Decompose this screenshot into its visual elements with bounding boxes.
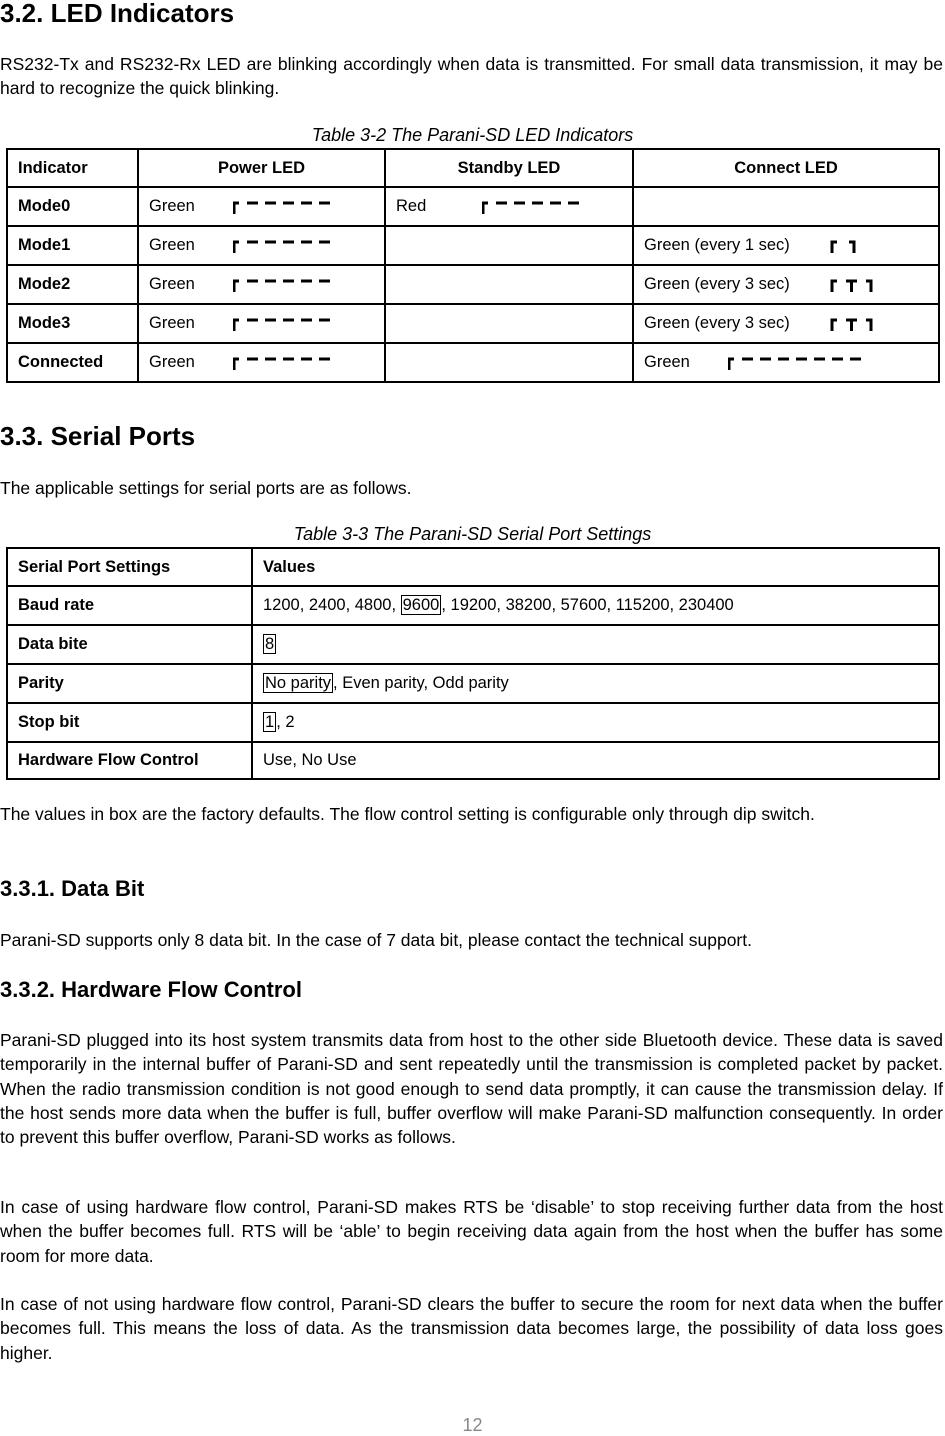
flow-control-paragraph-2: In case of using hardware flow control, Parani-SD makes RTS be ‘disable’ to stop receiving further data from the host when the buffer becomes full. RTS will be ‘able’ to begin receiving data again from the host when the buffer has some room for more data. (0, 1197, 943, 1266)
default-value-box: No parity (265, 674, 332, 692)
value-text: , 19200, 38200, 57600, 115200, 230400 (441, 596, 734, 614)
blink-pattern-icon (830, 237, 856, 255)
connect-led-color: Green (644, 353, 690, 371)
steady-on-pattern-icon (233, 198, 337, 216)
setting-label: Hardware Flow Control (7, 742, 252, 779)
value-text: , Even parity, Odd parity (333, 674, 509, 692)
table-3-2-caption: Table 3-2 The Parani-SD LED Indicators (311, 125, 634, 145)
setting-values (252, 664, 939, 703)
power-led-color: Green (149, 197, 195, 215)
steady-on-pattern-icon (233, 315, 337, 333)
setting-values (252, 625, 939, 664)
table-row (7, 742, 939, 779)
steady-on-pattern-icon (482, 198, 586, 216)
power-led-color: Green (149, 353, 195, 371)
default-value-box: 1 (265, 713, 275, 731)
steady-on-pattern-icon (728, 354, 868, 372)
header-power-led: Power LED (138, 149, 385, 187)
double-blink-pattern-icon (830, 315, 874, 333)
table-row (7, 304, 939, 343)
header-values: Values (252, 548, 939, 586)
power-led-color: Green (149, 236, 195, 254)
power-led-color: Green (149, 275, 195, 293)
table-row (7, 664, 939, 703)
standby-led-empty (385, 226, 633, 265)
section-title-3-3-2: 3.3.2. Hardware Flow Control (0, 977, 302, 1002)
default-value-box: 8 (265, 635, 275, 653)
table-row (7, 703, 939, 742)
flow-control-paragraph-3: In case of not using hardware flow control, Parani-SD clears the buffer to secure the room for next data when the buffer becomes full. This means the loss of data. As the transmission data becomes large, the possibility of data loss goes higher. (0, 1294, 943, 1363)
indicator-label: Connected (7, 343, 138, 382)
power-led-color: Green (149, 314, 195, 332)
connect-led-empty (633, 187, 939, 226)
table-row (7, 343, 939, 382)
setting-label: Stop bit (7, 703, 252, 742)
setting-values (252, 586, 939, 625)
indicator-label: Mode0 (7, 187, 138, 226)
connect-led-color: Green (every 3 sec) (644, 314, 790, 332)
value-text: , 2 (276, 713, 295, 731)
header-standby-led: Standby LED (385, 149, 633, 187)
table-header-row (7, 548, 939, 586)
led-intro-paragraph: RS232-Tx and RS232-Rx LED are blinking accordingly when data is transmitted. For small data transmission, it may be hard to recognize the quick blinking. (0, 54, 943, 99)
standby-led-empty (385, 343, 633, 382)
connect-led-color: Green (every 1 sec) (644, 236, 790, 254)
steady-on-pattern-icon (233, 276, 337, 294)
standby-led-empty (385, 265, 633, 304)
factory-defaults-note: The values in box are the factory defaults. The flow control setting is configurable only through dip switch. (0, 804, 815, 824)
serial-ports-intro: The applicable settings for serial ports are as follows. (0, 478, 412, 498)
steady-on-pattern-icon (233, 354, 337, 372)
table-row (7, 625, 939, 664)
table-row (7, 265, 939, 304)
indicator-label: Mode3 (7, 304, 138, 343)
header-indicator: Indicator (7, 149, 138, 187)
setting-label: Parity (7, 664, 252, 703)
flow-control-paragraph-1: Parani-SD plugged into its host system transmits data from host to the other side Bluetooth device. These data is saved temporarily in the internal buffer of Parani-SD and sent repeatedly until the transmission is completed packet by packet. When the radio transmission condition is not good enough to send data promptly, it can cause the transmission delay. If the host sends more data when the buffer is full, buffer overflow will make Parani-SD malfunction consequently. In order to prevent this buffer overflow, Parani-SD works as follows. (0, 1030, 943, 1148)
setting-values: Use, No Use (252, 742, 939, 779)
section-title-3-3-1: 3.3.1. Data Bit (0, 876, 145, 901)
standby-led-empty (385, 304, 633, 343)
steady-on-pattern-icon (233, 237, 337, 255)
setting-label: Baud rate (7, 586, 252, 625)
section-title-3-2: 3.2. LED Indicators (0, 0, 235, 28)
standby-led-color: Red (396, 197, 427, 215)
default-value-box: 9600 (402, 596, 440, 614)
table-header-row (7, 149, 939, 187)
indicator-label: Mode2 (7, 265, 138, 304)
page-number: 12 (462, 1415, 483, 1435)
setting-values (252, 703, 939, 742)
table-row (7, 586, 939, 625)
table-3-3-caption: Table 3-3 The Parani-SD Serial Port Settings (293, 524, 652, 544)
section-title-3-3: 3.3. Serial Ports (0, 421, 196, 451)
table-row (7, 187, 939, 226)
table-row (7, 226, 939, 265)
serial-port-settings-table (6, 547, 940, 780)
header-setting: Serial Port Settings (7, 548, 252, 586)
led-indicator-table (6, 148, 940, 383)
setting-label: Data bite (7, 625, 252, 664)
connect-led-color: Green (every 3 sec) (644, 275, 790, 293)
indicator-label: Mode1 (7, 226, 138, 265)
data-bit-paragraph: Parani-SD supports only 8 data bit. In the case of 7 data bit, please contact the technical support. (0, 930, 752, 950)
double-blink-pattern-icon (830, 276, 874, 294)
value-text: 1200, 2400, 4800, (263, 596, 401, 614)
header-connect-led: Connect LED (633, 149, 939, 187)
